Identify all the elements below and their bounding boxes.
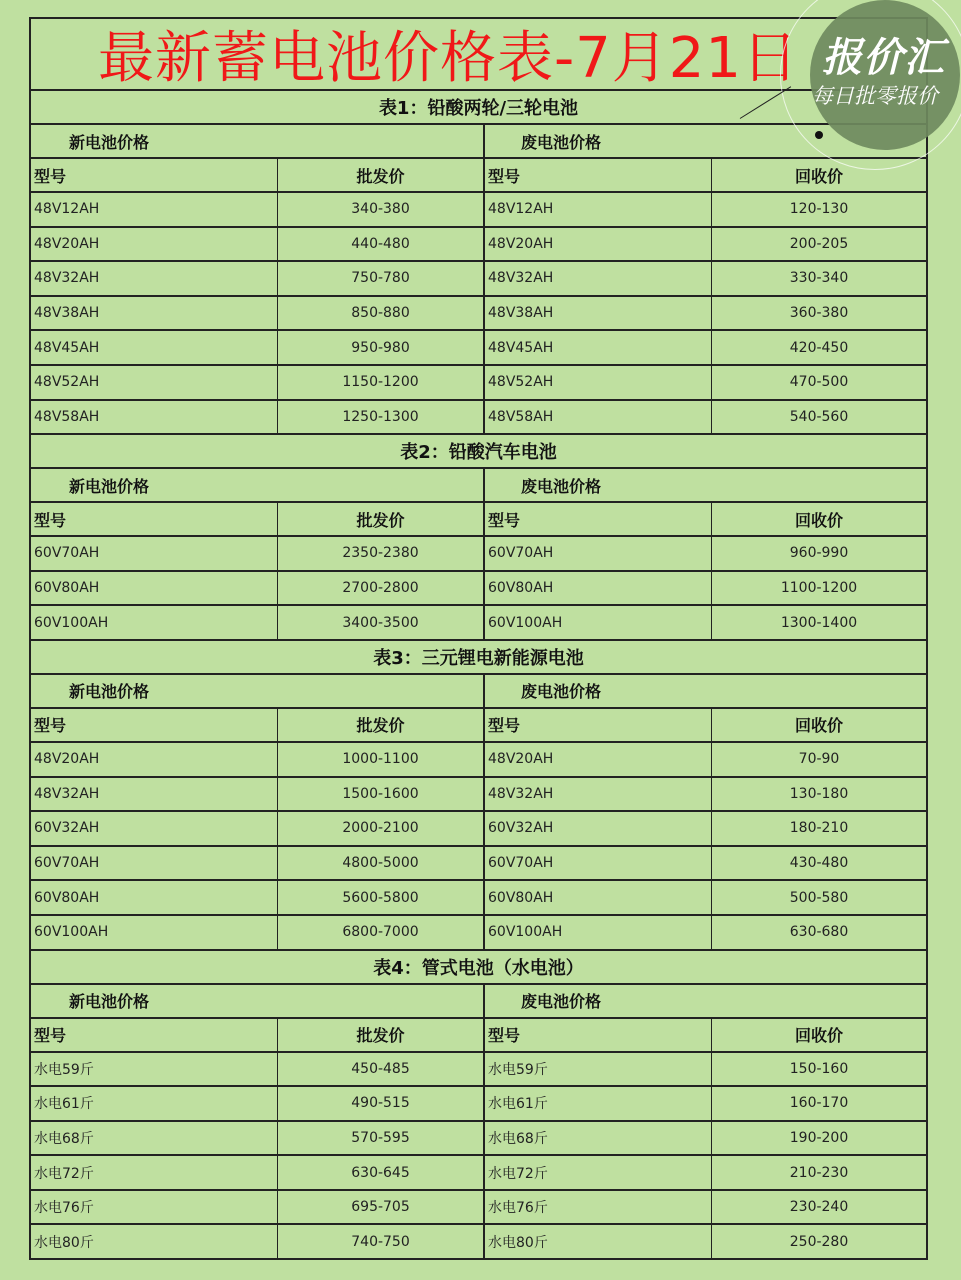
price-table bbox=[31, 641, 926, 951]
table-row bbox=[31, 1191, 926, 1226]
used-model-cell: 60V32AH bbox=[483, 812, 711, 845]
section-header-row bbox=[31, 675, 926, 709]
table-title: 表4：管式电池（水电池） bbox=[31, 951, 926, 985]
recycle-price-cell: 150-160 bbox=[711, 1053, 926, 1086]
model-cell: 48V38AH bbox=[34, 305, 100, 322]
used-battery-section-label: 废电池价格 bbox=[483, 675, 926, 707]
table-title: 表2：铅酸汽车电池 bbox=[31, 435, 926, 469]
used-model-column-header: 型号 bbox=[483, 159, 711, 191]
used-model-cell: 48V12AH bbox=[483, 193, 711, 226]
section-header-row bbox=[31, 469, 926, 503]
used-model-cell: 48V58AH bbox=[483, 401, 711, 434]
table-row bbox=[31, 778, 926, 813]
wholesale-price-cell: 2350-2380 bbox=[277, 537, 483, 570]
used-model-column-header: 型号 bbox=[483, 503, 711, 535]
model-cell: 水电76斤 bbox=[34, 1200, 94, 1217]
wholesale-price-cell: 630-645 bbox=[277, 1156, 483, 1189]
section-header-row bbox=[31, 125, 926, 159]
model-cell: 60V70AH bbox=[34, 545, 100, 562]
recycle-price-cell: 960-990 bbox=[711, 537, 926, 570]
watermark-brand: 报价汇 bbox=[822, 35, 945, 81]
table-row bbox=[31, 262, 926, 297]
model-cell: 60V70AH bbox=[34, 855, 100, 872]
column-header-row bbox=[31, 159, 926, 193]
recycle-price-cell: 500-580 bbox=[711, 881, 926, 914]
used-model-cell: 48V32AH bbox=[483, 778, 711, 811]
wholesale-price-cell: 950-980 bbox=[277, 331, 483, 364]
used-model-cell: 48V20AH bbox=[483, 743, 711, 776]
model-cell: 48V32AH bbox=[34, 785, 100, 802]
used-model-cell: 48V45AH bbox=[483, 331, 711, 364]
recycle-price-cell: 190-200 bbox=[711, 1122, 926, 1155]
used-model-cell: 60V70AH bbox=[483, 847, 711, 880]
table-row bbox=[31, 606, 926, 641]
used-model-cell: 60V70AH bbox=[483, 537, 711, 570]
table-row bbox=[31, 331, 926, 366]
model-cell: 48V32AH bbox=[34, 270, 100, 287]
model-cell: 水电68斤 bbox=[34, 1130, 94, 1147]
model-cell: 水电61斤 bbox=[34, 1096, 94, 1113]
wholesale-price-cell: 2000-2100 bbox=[277, 812, 483, 845]
wholesale-price-cell: 6800-7000 bbox=[277, 916, 483, 949]
recycle-price-cell: 1300-1400 bbox=[711, 606, 926, 639]
recycle-price-cell: 360-380 bbox=[711, 297, 926, 330]
recycle-price-cell: 540-560 bbox=[711, 401, 926, 434]
model-column-header: 型号 bbox=[34, 1026, 67, 1045]
wholesale-column-header: 批发价 bbox=[277, 709, 483, 741]
table-row bbox=[31, 881, 926, 916]
new-battery-section-label: 新电池价格 bbox=[69, 132, 150, 152]
model-cell: 水电72斤 bbox=[34, 1165, 94, 1182]
model-cell: 48V20AH bbox=[34, 751, 100, 768]
recycle-price-cell: 70-90 bbox=[711, 743, 926, 776]
wholesale-price-cell: 340-380 bbox=[277, 193, 483, 226]
price-sheet bbox=[29, 17, 928, 1260]
used-battery-section-label: 废电池价格 bbox=[483, 985, 926, 1017]
wholesale-price-cell: 850-880 bbox=[277, 297, 483, 330]
used-battery-section-label: 废电池价格 bbox=[483, 125, 926, 157]
recycle-price-cell: 630-680 bbox=[711, 916, 926, 949]
model-cell: 48V45AH bbox=[34, 339, 100, 356]
tables-container bbox=[31, 91, 926, 1260]
model-cell: 60V100AH bbox=[34, 924, 109, 941]
table-row bbox=[31, 572, 926, 607]
wholesale-price-cell: 3400-3500 bbox=[277, 606, 483, 639]
table-row bbox=[31, 812, 926, 847]
used-model-cell: 48V20AH bbox=[483, 228, 711, 261]
used-model-cell: 60V80AH bbox=[483, 572, 711, 605]
watermark-slogan: 每日批零报价 bbox=[812, 84, 938, 108]
model-cell: 水电59斤 bbox=[34, 1061, 94, 1078]
table-row bbox=[31, 743, 926, 778]
recycle-price-cell: 250-280 bbox=[711, 1225, 926, 1258]
wholesale-price-cell: 750-780 bbox=[277, 262, 483, 295]
model-column-header: 型号 bbox=[34, 510, 67, 530]
model-cell: 60V80AH bbox=[34, 889, 100, 906]
used-model-cell: 48V38AH bbox=[483, 297, 711, 330]
recycle-price-cell: 470-500 bbox=[711, 366, 926, 399]
price-table bbox=[31, 951, 926, 1261]
table-row bbox=[31, 228, 926, 263]
used-model-cell: 60V100AH bbox=[483, 916, 711, 949]
wholesale-price-cell: 2700-2800 bbox=[277, 572, 483, 605]
page-title: 最新蓄电池价格表-7月21日 bbox=[31, 19, 926, 91]
section-header-row bbox=[31, 985, 926, 1019]
recycle-column-header: 回收价 bbox=[711, 1019, 926, 1051]
model-cell: 水电80斤 bbox=[34, 1234, 94, 1251]
model-cell: 48V12AH bbox=[34, 201, 100, 218]
used-model-cell: 水电59斤 bbox=[483, 1053, 711, 1086]
model-column-header: 型号 bbox=[34, 716, 67, 736]
recycle-column-header: 回收价 bbox=[711, 503, 926, 535]
model-cell: 48V58AH bbox=[34, 408, 100, 425]
recycle-price-cell: 1100-1200 bbox=[711, 572, 926, 605]
used-model-cell: 水电61斤 bbox=[483, 1087, 711, 1120]
price-table bbox=[31, 435, 926, 641]
recycle-price-cell: 330-340 bbox=[711, 262, 926, 295]
wholesale-price-cell: 5600-5800 bbox=[277, 881, 483, 914]
table-row bbox=[31, 1122, 926, 1157]
recycle-price-cell: 230-240 bbox=[711, 1191, 926, 1224]
recycle-price-cell: 120-130 bbox=[711, 193, 926, 226]
used-model-cell: 60V80AH bbox=[483, 881, 711, 914]
table-row bbox=[31, 193, 926, 228]
table-row bbox=[31, 537, 926, 572]
column-header-row bbox=[31, 1019, 926, 1053]
recycle-column-header: 回收价 bbox=[711, 159, 926, 191]
recycle-price-cell: 200-205 bbox=[711, 228, 926, 261]
new-battery-section-label: 新电池价格 bbox=[69, 476, 150, 496]
wholesale-column-header: 批发价 bbox=[277, 503, 483, 535]
recycle-price-cell: 160-170 bbox=[711, 1087, 926, 1120]
recycle-price-cell: 180-210 bbox=[711, 812, 926, 845]
wholesale-price-cell: 570-595 bbox=[277, 1122, 483, 1155]
recycle-price-cell: 130-180 bbox=[711, 778, 926, 811]
table-title: 表1：铅酸两轮/三轮电池 bbox=[31, 91, 926, 125]
new-battery-section-label: 新电池价格 bbox=[69, 992, 150, 1011]
model-cell: 60V32AH bbox=[34, 820, 100, 837]
table-row bbox=[31, 366, 926, 401]
model-cell: 60V80AH bbox=[34, 580, 100, 597]
model-column-header: 型号 bbox=[34, 166, 67, 186]
table-row bbox=[31, 1156, 926, 1191]
wholesale-price-cell: 490-515 bbox=[277, 1087, 483, 1120]
used-model-column-header: 型号 bbox=[483, 1019, 711, 1051]
wholesale-price-cell: 1150-1200 bbox=[277, 366, 483, 399]
recycle-price-cell: 430-480 bbox=[711, 847, 926, 880]
used-model-cell: 48V32AH bbox=[483, 262, 711, 295]
table-row bbox=[31, 401, 926, 436]
wholesale-price-cell: 4800-5000 bbox=[277, 847, 483, 880]
recycle-price-cell: 210-230 bbox=[711, 1156, 926, 1189]
table-title: 表3：三元锂电新能源电池 bbox=[31, 641, 926, 675]
model-cell: 48V52AH bbox=[34, 374, 100, 391]
column-header-row bbox=[31, 709, 926, 743]
wholesale-price-cell: 1250-1300 bbox=[277, 401, 483, 434]
recycle-column-header: 回收价 bbox=[711, 709, 926, 741]
wholesale-price-cell: 695-705 bbox=[277, 1191, 483, 1224]
table-row bbox=[31, 1225, 926, 1260]
used-battery-section-label: 废电池价格 bbox=[483, 469, 926, 501]
table-row bbox=[31, 847, 926, 882]
new-battery-section-label: 新电池价格 bbox=[69, 682, 150, 702]
used-model-cell: 60V100AH bbox=[483, 606, 711, 639]
used-model-column-header: 型号 bbox=[483, 709, 711, 741]
column-header-row bbox=[31, 503, 926, 537]
dot-decoration bbox=[815, 131, 823, 139]
used-model-cell: 水电72斤 bbox=[483, 1156, 711, 1189]
table-row bbox=[31, 1087, 926, 1122]
wholesale-price-cell: 1500-1600 bbox=[277, 778, 483, 811]
used-model-cell: 水电68斤 bbox=[483, 1122, 711, 1155]
model-cell: 60V100AH bbox=[34, 614, 109, 631]
recycle-price-cell: 420-450 bbox=[711, 331, 926, 364]
wholesale-price-cell: 440-480 bbox=[277, 228, 483, 261]
wholesale-price-cell: 740-750 bbox=[277, 1225, 483, 1258]
wholesale-column-header: 批发价 bbox=[277, 1019, 483, 1051]
price-table bbox=[31, 91, 926, 435]
table-row bbox=[31, 916, 926, 951]
model-cell: 48V20AH bbox=[34, 235, 100, 252]
used-model-cell: 48V52AH bbox=[483, 366, 711, 399]
table-row bbox=[31, 297, 926, 332]
wholesale-column-header: 批发价 bbox=[277, 159, 483, 191]
table-row bbox=[31, 1053, 926, 1088]
wholesale-price-cell: 450-485 bbox=[277, 1053, 483, 1086]
used-model-cell: 水电76斤 bbox=[483, 1191, 711, 1224]
used-model-cell: 水电80斤 bbox=[483, 1225, 711, 1258]
wholesale-price-cell: 1000-1100 bbox=[277, 743, 483, 776]
